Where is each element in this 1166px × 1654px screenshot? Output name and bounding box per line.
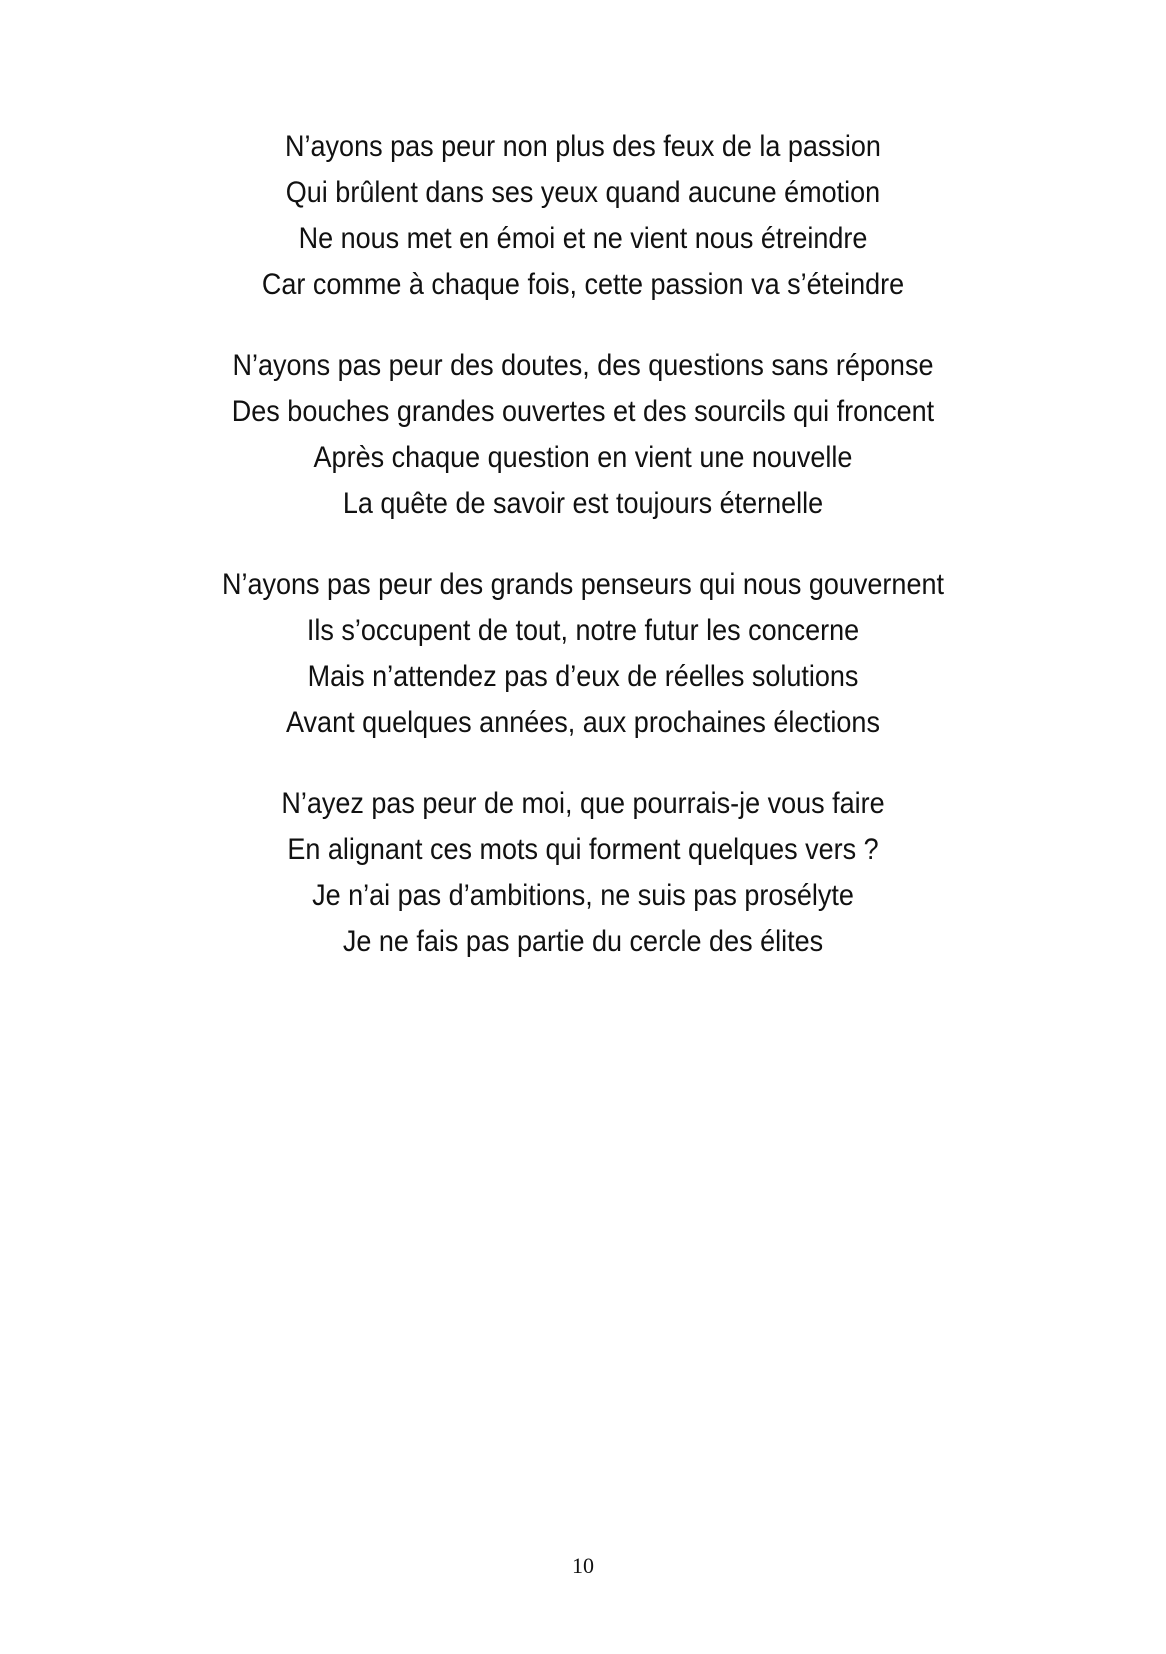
stanza-2 <box>58 343 1107 527</box>
page-number: 10 <box>572 1553 594 1578</box>
poem-line: Des bouches grandes ouvertes et des sourcils qui froncent <box>231 395 935 428</box>
poem-line: En alignant ces mots qui forment quelques vers ? <box>287 833 879 866</box>
poem-line: Avant quelques années, aux prochaines élections <box>286 706 880 739</box>
stanza-3 <box>58 562 1107 746</box>
stanza-4 <box>58 781 1107 965</box>
poem-line: Mais n’attendez pas d’eux de réelles solutions <box>307 660 859 693</box>
poem-line: N’ayons pas peur non plus des feux de la passion <box>285 130 881 163</box>
poem-line: Qui brûlent dans ses yeux quand aucune émotion <box>285 176 881 209</box>
poem-line: Après chaque question en vient une nouvelle <box>313 441 853 474</box>
poem-line: N’ayez pas peur de moi, que pourrais-je vous faire <box>281 787 885 820</box>
poem-line: La quête de savoir est toujours éternelle <box>342 487 824 520</box>
poem-line: Je ne fais pas partie du cercle des élites <box>342 925 824 958</box>
poem-line: N’ayons pas peur des doutes, des questions sans réponse <box>232 349 934 382</box>
poem-line: Ils s’occupent de tout, notre futur les concerne <box>306 614 860 647</box>
poem-line: Ne nous met en émoi et ne vient nous étreindre <box>298 222 868 255</box>
poem-line: Je n’ai pas d’ambitions, ne suis pas prosélyte <box>312 879 854 912</box>
poem-line: N’ayons pas peur des grands penseurs qui nous gouvernent <box>222 568 944 601</box>
poem-line: Car comme à chaque fois, cette passion va s’éteindre <box>261 268 905 301</box>
poem <box>58 124 1107 1000</box>
stanza-1 <box>58 124 1107 308</box>
